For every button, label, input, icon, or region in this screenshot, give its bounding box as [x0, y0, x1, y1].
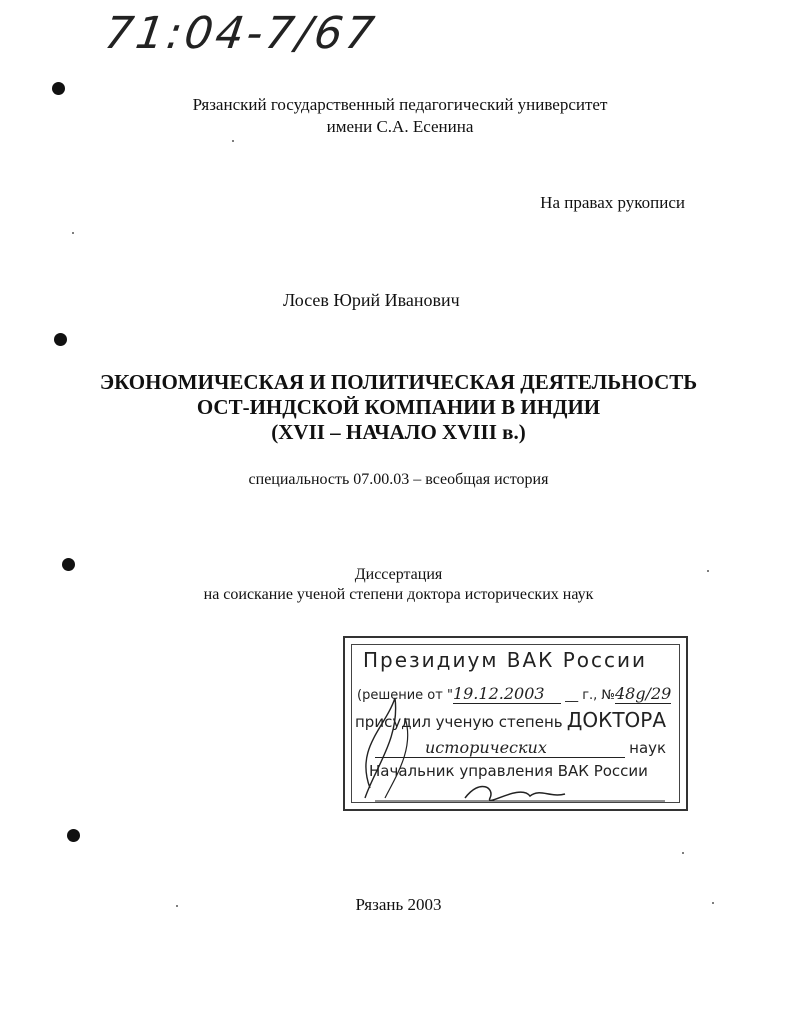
university-name: Рязанский государственный педагогический университет [192, 95, 608, 114]
specialty-line: специальность 07.00.03 – всеобщая история [248, 471, 549, 488]
dissertation-info [0, 565, 797, 605]
stamp-decision-number: 48g/29 [614, 684, 672, 703]
stamp-awarded-prefix: присудил ученую степень [355, 713, 563, 731]
city-year: Рязань 2003 [355, 895, 442, 914]
author-name: Лосев Юрий Иванович [283, 290, 460, 310]
stamp-heading: Президиум ВАК России [363, 648, 648, 672]
university-header [150, 94, 650, 138]
signature-scribble [465, 786, 565, 800]
stamp-chief: Начальник управления ВАК России [369, 762, 648, 780]
scan-speck [232, 140, 234, 142]
stamp-field-suffix: наук [629, 739, 667, 757]
scan-speck [712, 902, 714, 904]
handwritten-archive-code: 71:04-7/67 [101, 8, 381, 59]
stamp-decision-line: (решение от "19.12.2003 __ г., №48g/29 [357, 684, 672, 703]
stamp-decision-mid: г., № [582, 688, 615, 703]
stamp-decision-date: 19.12.2003 [453, 684, 561, 704]
scan-speck [707, 570, 709, 572]
punch-hole-mark [54, 333, 67, 346]
stamp-decision-prefix: (решение от " [357, 688, 453, 703]
dissertation-degree: на соискание ученой степени доктора исторических наук [203, 586, 594, 603]
title-line-1: ЭКОНОМИЧЕСКАЯ И ПОЛИТИЧЕСКАЯ ДЕЯТЕЛЬНОСТЬ [99, 370, 698, 394]
scan-speck [682, 852, 684, 854]
scan-speck [176, 905, 178, 907]
university-named-after: имени С.А. Есенина [326, 117, 474, 136]
signature-stroke [385, 718, 408, 798]
signature-loop [365, 698, 396, 798]
title-line-3: (XVII – НАЧАЛО XVIII в.) [271, 420, 526, 444]
stamp-signature-graphic [345, 638, 690, 813]
punch-hole-mark [52, 82, 65, 95]
scan-speck [72, 232, 74, 234]
dissertation-title [0, 370, 797, 445]
stamp-awarded-degree: ДОКТОРА [566, 708, 667, 732]
punch-hole-mark [67, 829, 80, 842]
stamp-field-handwritten: исторических [375, 738, 625, 758]
title-line-2: ОСТ-ИНДСКОЙ КОМПАНИИ В ИНДИИ [196, 395, 601, 419]
dissertation-label: Диссертация [354, 566, 443, 583]
vak-stamp [343, 636, 688, 811]
rights-note: На правах рукописи [540, 193, 685, 212]
